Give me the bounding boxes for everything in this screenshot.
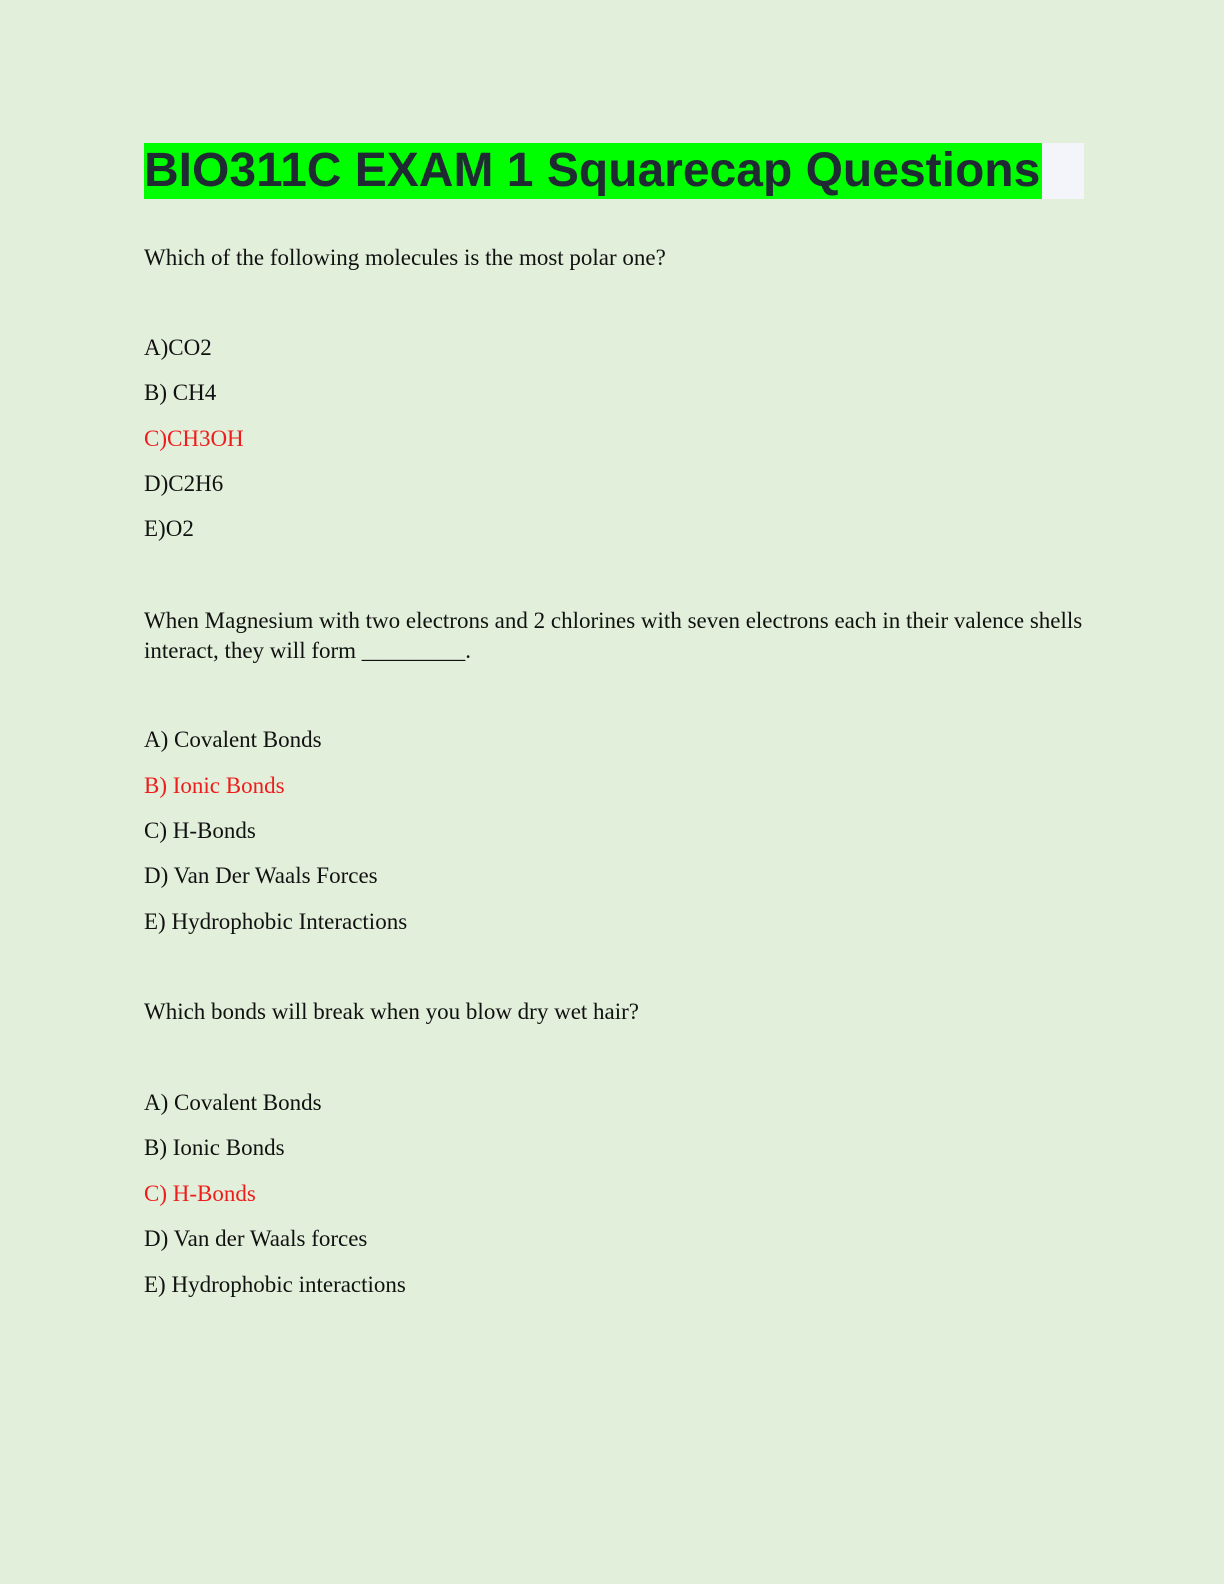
question-1-option-a: A)CO2 <box>144 335 212 360</box>
question-3-option-d: D) Van der Waals forces <box>144 1226 368 1251</box>
question-2-option-a: A) Covalent Bonds <box>144 727 322 752</box>
title-banner <box>144 143 1084 199</box>
question-3-option-c-correct: C) H-Bonds <box>144 1181 256 1206</box>
question-1-option-b: B) CH4 <box>144 380 217 405</box>
question-2-text: When Magnesium with two electrons and 2 chlorines with seven electrons each in their valence shells interact, they will form _________. <box>144 608 1083 663</box>
question-3-text: Which bonds will break when you blow dry wet hair? <box>144 999 640 1024</box>
question-3-option-b: B) Ionic Bonds <box>144 1135 285 1160</box>
question-3-option-a: A) Covalent Bonds <box>144 1090 322 1115</box>
question-2-option-b-correct: B) Ionic Bonds <box>144 773 285 798</box>
question-2-option-e: E) Hydrophobic Interactions <box>144 909 408 934</box>
question-2-option-d: D) Van Der Waals Forces <box>144 863 378 888</box>
question-1-option-d: D)C2H6 <box>144 471 224 496</box>
question-1-option-e: E)O2 <box>144 516 194 541</box>
question-1-option-c-correct: C)CH3OH <box>144 426 244 451</box>
question-2-option-c: C) H-Bonds <box>144 818 256 843</box>
question-1-text: Which of the following molecules is the most polar one? <box>144 245 666 270</box>
page-title: BIO311C EXAM 1 Squarecap Questions <box>144 144 1041 197</box>
question-3-option-e: E) Hydrophobic interactions <box>144 1272 406 1297</box>
